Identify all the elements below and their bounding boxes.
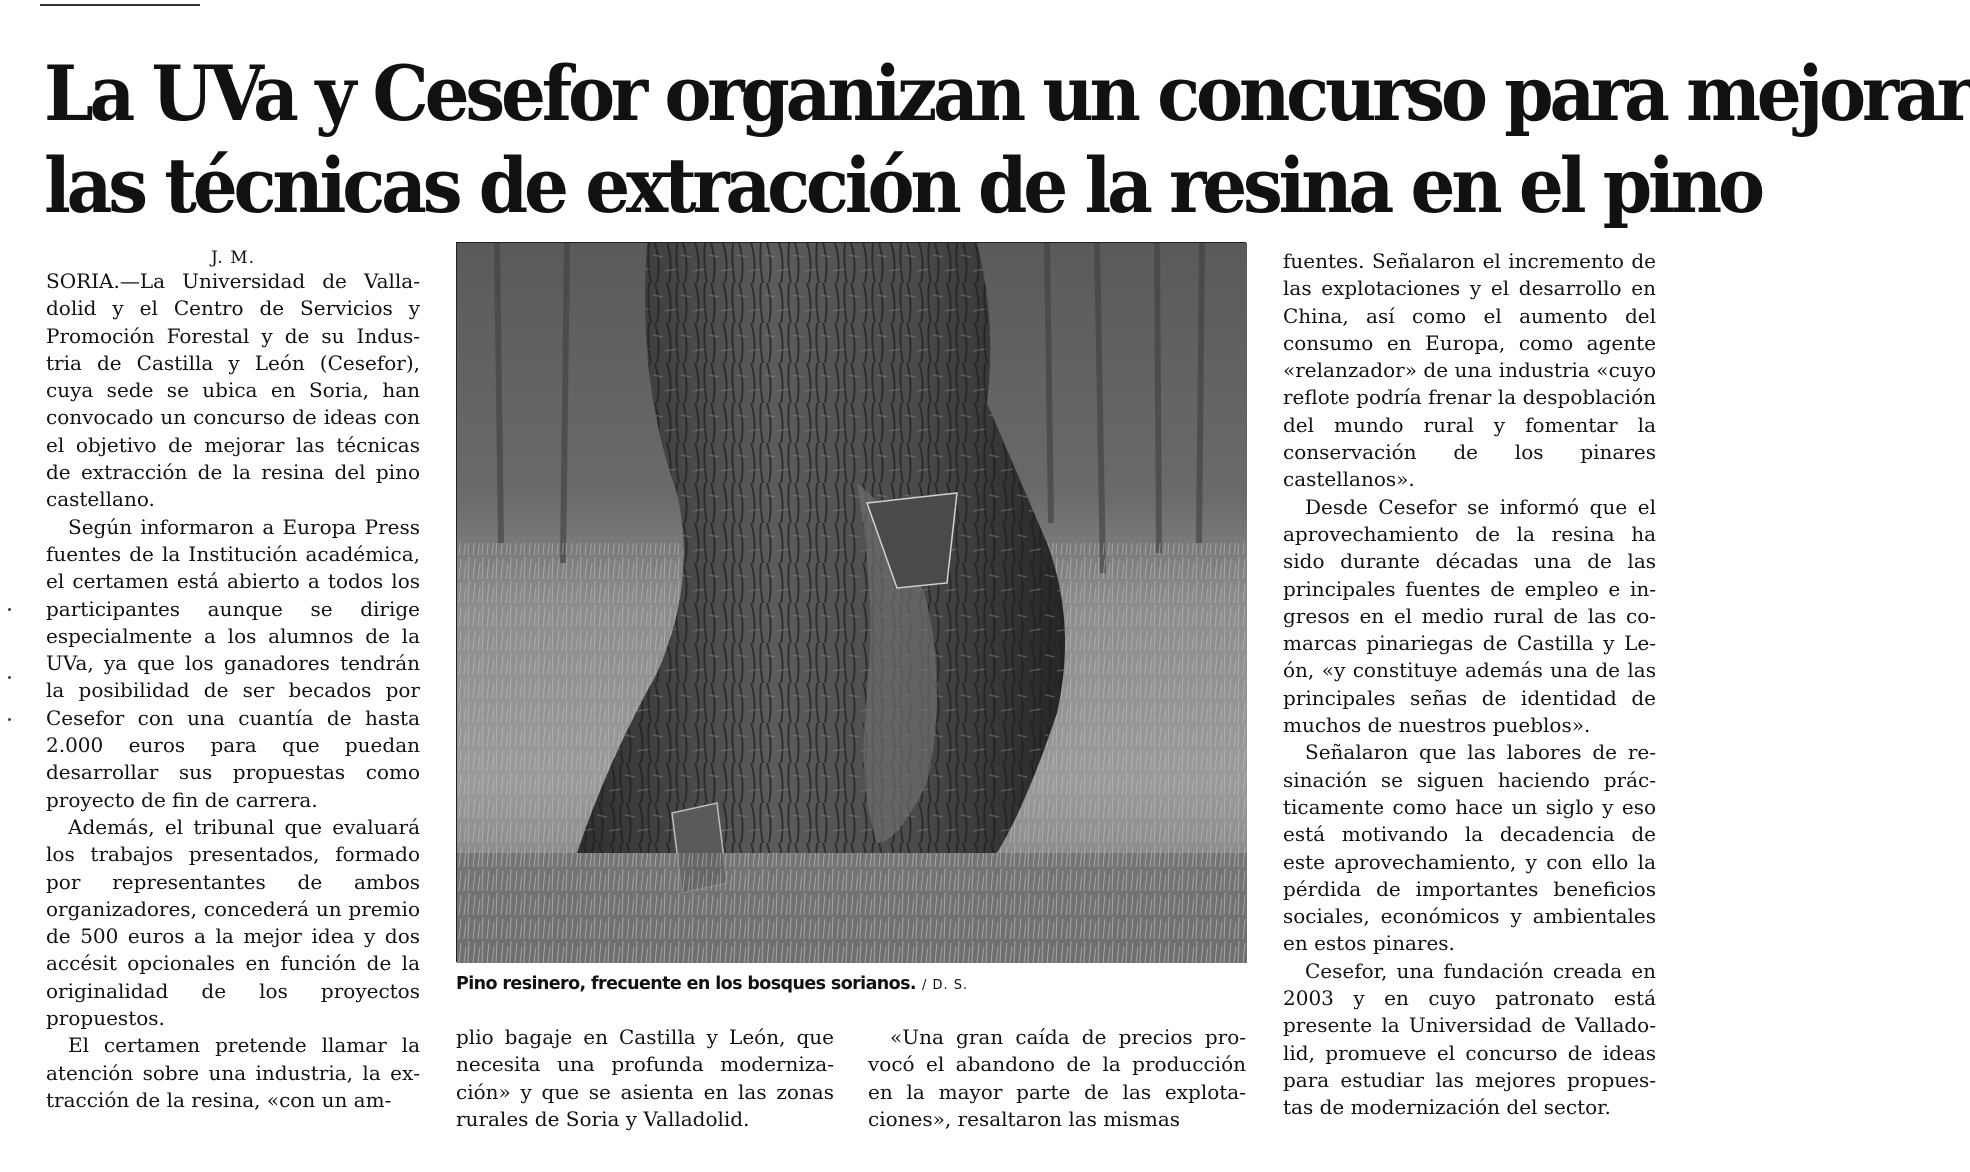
top-rule [40, 4, 200, 6]
tree-photo [456, 242, 1246, 962]
column-1 [46, 268, 420, 1136]
paragraph: SORIA.—La Universidad de Valladolid y el Centro de Servicios y Promoción Forestal y de su Industria de Castilla y León (Cesefor), cuya sede se ubica en Soria, han convocado un concurso de ideas con el objetivo de mejorar las técnicas de extracción de la resina del pino castellano. [46, 269, 420, 512]
headline-line-1: La UVa y Cesefor organizan un concurso para mejorar [44, 49, 1970, 138]
margin-dot [8, 608, 11, 611]
caption-text: Pino resinero, frecuente en los bosques sorianos. [456, 974, 916, 994]
pine-tree-image [457, 243, 1247, 963]
headline [44, 48, 1970, 232]
margin-dot [8, 718, 11, 721]
photo-credit: / D. S. [921, 978, 969, 993]
paragraph: Además, el tribunal que evaluará los trabajos presentados, formado por representantes de ambos organizadores, concederá un premio de 500 euros a la mejor idea y dos accésit opcionales en función de la originalidad de los proyectos propuestos. [46, 814, 420, 1031]
column-2 [456, 1024, 834, 1136]
column-3 [868, 1024, 1246, 1136]
paragraph: Según informaron a Europa Press fuentes de la Institución académica, el certamen está abierto a todos los participantes aunque se dirige especialmente a los alumnos de la UVa, ya que los ganadores tendrán la posibilidad de ser becados por Cesefor con una cuantía de hasta 2.000 euros para que puedan desarrollar sus propuestas como proyecto de fin de carrera. [46, 514, 420, 812]
column-4 [1283, 248, 1656, 1136]
headline-line-2: las técnicas de extracción de la resina en el pino [44, 141, 1761, 230]
paragraph: El certamen pretende llamar la atención sobre una industria, la extracción de la resina, «con un am- [46, 1033, 420, 1112]
byline: J. M. [210, 248, 256, 268]
paragraph: «Una gran caída de precios provocó el abandono de la producción en la mayor parte de las explotaciones», resaltaron las mismas [868, 1025, 1246, 1131]
paragraph: Cesefor, una fundación creada en 2003 y en cuyo patronato está presente la Universidad de Valladolid, promueve el concurso de ideas para estudiar las mejores propuestas de modernización del sector. [1283, 958, 1656, 1120]
paragraph: Señalaron que las labores de resinación se siguen haciendo prácticamente como hace un siglo y eso está motivando la decadencia de este aprovechamiento, y con ello la pérdida de importantes beneficios sociales, económicos y ambientales en estos pinares. [1283, 740, 1656, 956]
paragraph: Desde Cesefor se informó que el aprovechamiento de la resina ha sido durante décadas una de las principales fuentes de empleo e ingresos en el medio rural de las comarcas pinariegas de Castilla y León, «y constituye además una de las principales señas de identidad de muchos de nuestros pueblos». [1283, 494, 1656, 738]
margin-dot [8, 676, 11, 679]
paragraph: fuentes. Señalaron el incremento de las explotaciones y el desarrollo en China, así como el aumento del consumo en Europa, como agente «relanzador» de una industria «cuyo reflote podría frenar la despoblación del mundo rural y fomentar la conservación de los pinares castellanos». [1283, 249, 1656, 492]
paragraph: plio bagaje en Castilla y León, que necesita una profunda modernización» y que se asienta en las zonas rurales de Soria y Valladolid. [456, 1025, 834, 1131]
photo-caption [456, 974, 1246, 994]
